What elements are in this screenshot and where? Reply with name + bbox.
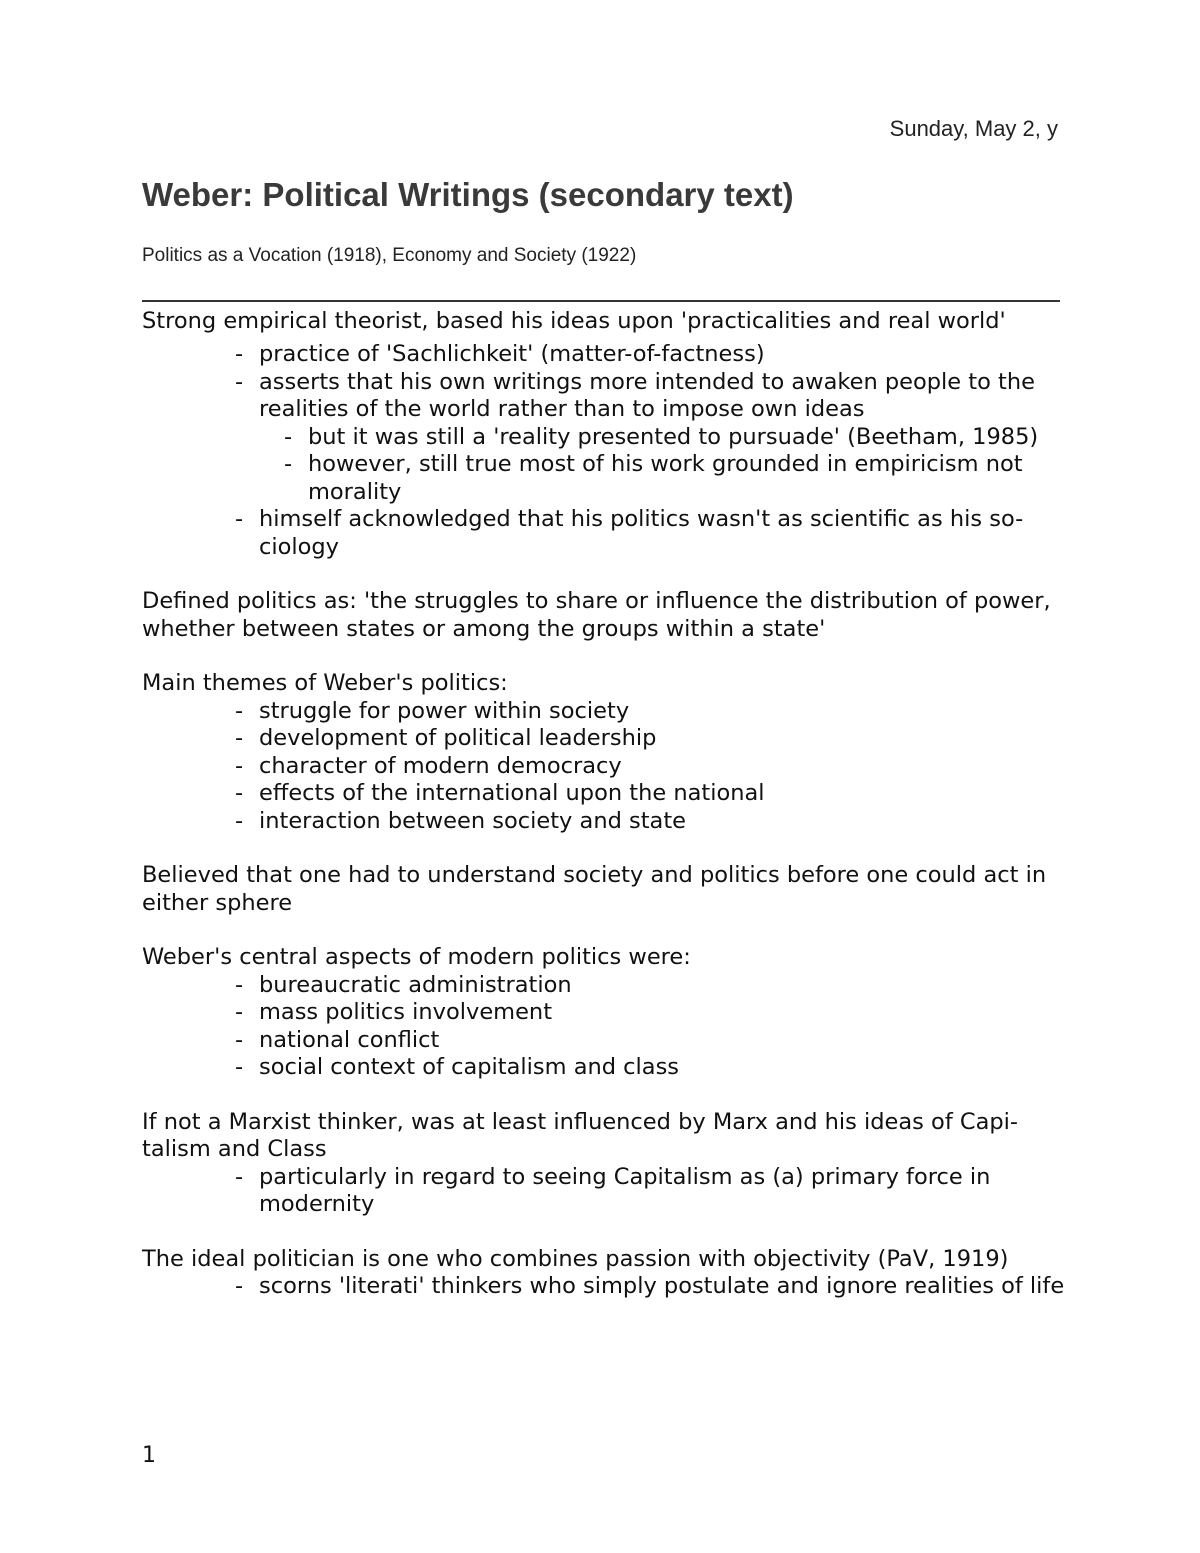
bullet-dash: - (235, 971, 244, 998)
section-politician-intro: The ideal politician is one who combines passion with objectivity (PaV, 1919) (142, 1245, 1009, 1272)
bullet-dash: - (235, 725, 244, 751)
section-empirical-intro: Strong empirical theorist, based his ideas upon 'practicalities and real world' (142, 308, 1006, 334)
list-item-text: struggle for power within society (259, 697, 630, 724)
list-item-text: national conflict (259, 1026, 440, 1053)
section-definition: Defined politics as: 'the struggles to share or influence the distribution of power, whether between states or among the groups within a state' (142, 588, 1051, 642)
list-item (142, 369, 1072, 507)
section-aspects-intro: Weber's central aspects of modern politics were: (142, 944, 691, 970)
section-aspects-list (142, 972, 1072, 1082)
list-item (142, 1164, 1072, 1219)
list-item-text: effects of the international upon the national (259, 780, 765, 806)
paragraph-gap (142, 1219, 1072, 1246)
bullet-dash: - (235, 697, 244, 724)
list-item-text: but it was still a 'reality presented to pursuade' (Beetham, 1985) (308, 423, 1039, 450)
paragraph-gap (142, 1082, 1072, 1109)
list-item-text: particularly in regard to seeing Capitalism as (a) primary force in modernity (259, 1163, 991, 1217)
title-divider (142, 300, 1060, 302)
list-item-text: however, still true most of his work grounded in empiricism not morality (308, 451, 1023, 505)
bullet-dash: - (235, 780, 244, 806)
list-item (142, 1027, 1072, 1055)
bullet-dash: - (235, 1054, 244, 1080)
header-date: Sunday, May 2, y (889, 116, 1058, 141)
list-item-text: interaction between society and state (259, 807, 687, 834)
bullet-dash: - (235, 752, 244, 779)
section-themes-intro: Main themes of Weber's politics: (142, 670, 508, 696)
list-item-text: practice of 'Sachlichkeit' (matter-of-factness) (259, 341, 765, 367)
paragraph-gap (142, 835, 1072, 862)
list-item (142, 725, 1072, 753)
list-item (142, 1273, 1072, 1301)
section-marx-list (142, 1164, 1072, 1219)
section-understanding: Believed that one had to understand society and politics before one could act in either sphere (142, 862, 1047, 916)
bullet-dash: - (235, 1163, 244, 1190)
bullet-dash: - (235, 999, 244, 1025)
list-item (142, 972, 1072, 1000)
list-item-text: asserts that his own writings more intended to awaken people to the realities of the world rather than to impose own ideas (259, 368, 1035, 422)
bullet-dash: - (235, 1273, 244, 1299)
list-item (142, 999, 1072, 1027)
bullet-dash: - (284, 423, 293, 450)
bullet-dash: - (284, 451, 293, 477)
section-marx-intro: If not a Marxist thinker, was at least influenced by Marx and his ideas of Capi-talism and Class (142, 1108, 1019, 1162)
section-politician-list (142, 1273, 1072, 1301)
list-item-text: mass politics involvement (259, 999, 553, 1025)
bullet-dash: - (235, 368, 244, 395)
list-item (142, 1054, 1072, 1082)
section-themes-list (142, 698, 1072, 836)
list-item (142, 698, 1072, 726)
list-item (259, 424, 1072, 452)
list-item (142, 808, 1072, 836)
list-item-text: character of modern democracy (259, 752, 622, 779)
paragraph-gap (142, 917, 1072, 944)
nested-list (259, 424, 1072, 507)
list-item (259, 451, 1072, 506)
bullet-dash: - (235, 807, 244, 834)
list-item-text: himself acknowledged that his politics wasn't as scientific as his so-ciology (259, 506, 1024, 560)
page-number: 1 (142, 1443, 156, 1468)
list-item-text: social context of capitalism and class (259, 1054, 680, 1080)
document-title: Weber: Political Writings (secondary text) (142, 176, 794, 213)
list-item (142, 780, 1072, 808)
document-subtitle: Politics as a Vocation (1918), Economy and Society (1922) (142, 245, 637, 266)
list-item (142, 506, 1072, 561)
document-body (142, 305, 1072, 1301)
bullet-dash: - (235, 341, 244, 367)
paragraph-gap (142, 561, 1072, 588)
list-item (142, 753, 1072, 781)
list-item-text: development of political leadership (259, 725, 657, 751)
bullet-dash: - (235, 1026, 244, 1053)
paragraph-gap (142, 643, 1072, 670)
list-item-text: bureaucratic administration (259, 971, 572, 998)
bullet-dash: - (235, 506, 244, 532)
section-empirical-list (142, 341, 1072, 561)
list-item-text: scorns 'literati' thinkers who simply postulate and ignore realities of life (259, 1273, 1065, 1299)
list-item (142, 341, 1072, 369)
